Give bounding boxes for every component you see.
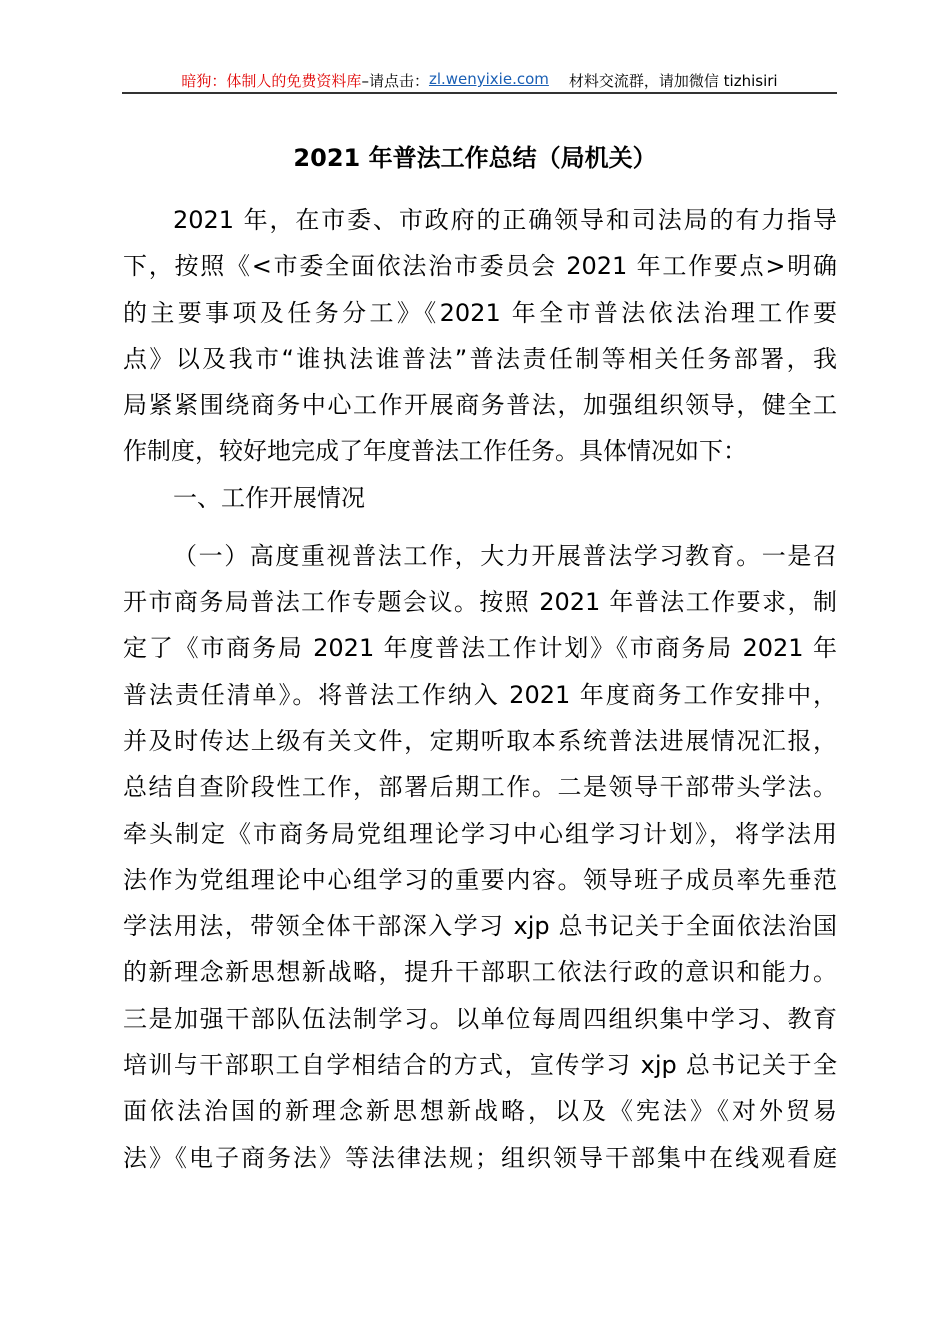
text-line: 牵头制定《市商务局党组理论学习中心组学习计划》，将学法用: [123, 819, 837, 848]
text-line: 普法责任清单》。将普法工作纳入 2021 年度商务工作安排中，: [123, 680, 837, 709]
text-line: 法作为党组理论中心组学习的重要内容。领导班子成员率先垂范: [123, 865, 837, 894]
paragraph-2: [123, 538, 837, 1186]
text-line: 三是加强干部队伍法制学习。以单位每周四组织集中学习、教育: [123, 1004, 837, 1033]
text-line: 法》《电子商务法》等法律法规；组织领导干部集中在线观看庭: [123, 1143, 837, 1172]
text-line: 2021 年，在市委、市政府的正确领导和司法局的有力指导: [173, 206, 837, 234]
text-line: 定了《市商务局 2021 年度普法工作计划》《市商务局 2021 年: [123, 634, 837, 663]
header-prompt: –请点击：: [361, 72, 429, 90]
text-line: 作制度，较好地完成了年度普法工作任务。具体情况如下：: [123, 437, 747, 466]
section-heading: 一、工作开展情况: [173, 483, 365, 512]
header-red-text: 暗狗：体制人的免费资料库: [181, 72, 362, 90]
header-divider: [122, 92, 837, 94]
header-link[interactable]: zl.wenyixie.com: [428, 70, 549, 88]
text-line: 点》以及我市“谁执法谁普法”普法责任制等相关任务部署，我: [123, 344, 837, 373]
text-line: 下，按照《<市委全面依法治市委员会 2021 年工作要点>明确: [123, 252, 837, 281]
text-line: 面依法治国的新理念新思想新战略，以及《宪法》《对外贸易: [123, 1097, 837, 1126]
text-line: 并及时传达上级有关文件，定期听取本系统普法进展情况汇报，: [123, 726, 837, 755]
text-line: 的主要事项及任务分工》《2021 年全市普法依法治理工作要: [123, 298, 837, 327]
document-title: 2021 年普法工作总结（局机关）: [293, 144, 657, 172]
text-line: 学法用法，带领全体干部深入学习 xjp 总书记关于全面依法治国: [123, 912, 837, 941]
text-line: 局紧紧围绕商务中心工作开展商务普法，加强组织领导，健全工: [123, 391, 837, 420]
text-line: 开市商务局普法工作专题会议。按照 2021 年普法工作要求，制: [123, 588, 837, 617]
text-line: 培训与干部职工自学相结合的方式，宣传学习 xjp 总书记关于全: [123, 1051, 837, 1080]
header-right-text: 材料交流群，请加微信 tizhisiri: [568, 72, 778, 90]
text-line: 的新理念新思想新战略，提升干部职工依法行政的意识和能力。: [123, 958, 837, 987]
text-line: 总结自查阶段性工作，部署后期工作。二是领导干部带头学法。: [123, 773, 837, 802]
paragraph-1: [123, 202, 837, 480]
document-body: [123, 202, 837, 1186]
page-header: [122, 70, 837, 91]
text-line: （一）高度重视普法工作，大力开展普法学习教育。一是召: [173, 541, 837, 570]
